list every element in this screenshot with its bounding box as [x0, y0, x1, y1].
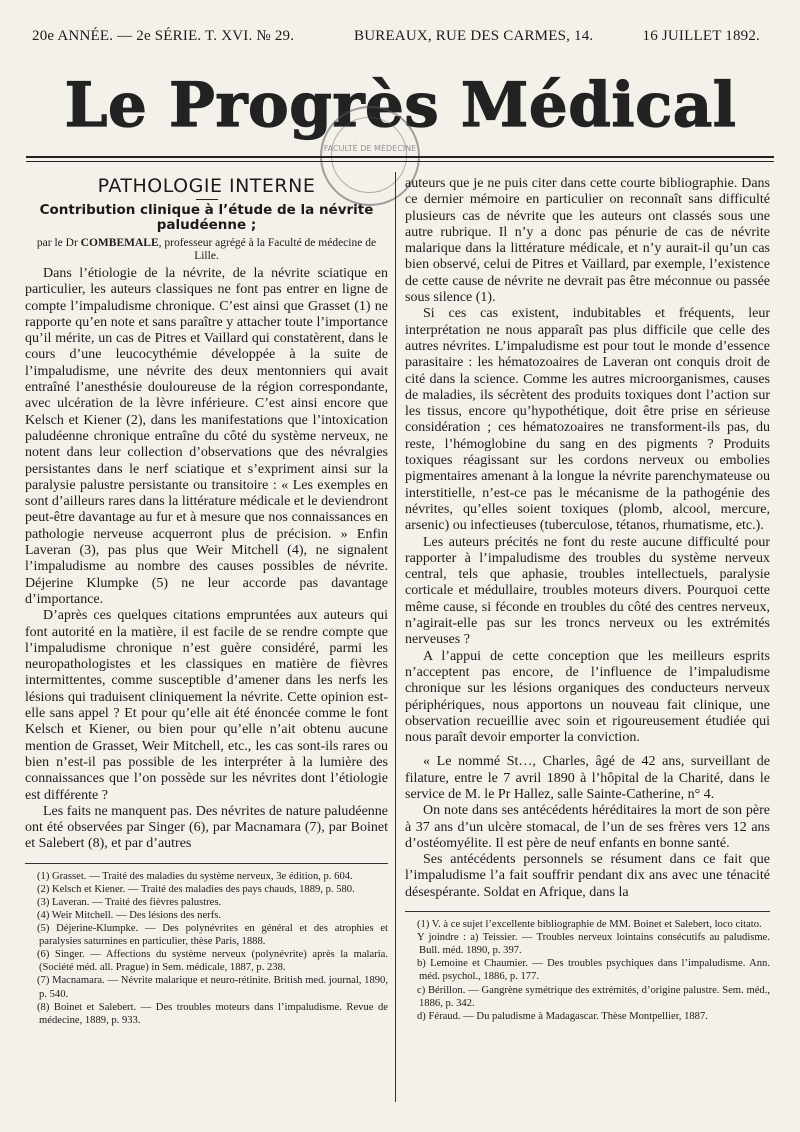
masthead-rule-top [26, 156, 774, 158]
paragraph: Dans l’étiologie de la névrite, de la névrite sciatique en particulier, les auteurs classiques ne font pas entrer en ligne de compte l’impaludisme chronique. C’est ainsi que Grasset (1) ne rapporte qu’en note et sans paraître y attacher toute l’importance qu’il mérite, un cas de Pitres et Vaillard qui constatèrent, dans le cours d’une leucocythémie développée à la suite de l’impaludisme, une névrite des deux mentonniers qui avait entraîné l’anesthésie douloureuse de la région correspondante, avec ulcération de la lèvre inférieure. C’est ainsi encore que Kelsch et Kiener (2), dans les manifestations que l’intoxication paludéenne chronique entraîne du côté du système nerveux, ne notent dans leur collection d’observations que des névralgies persistantes dans le nerf sciatique et s’expriment ainsi sur la paralysie palustre persistante ou transitoire : « Les exemples en sont d’ailleurs rares dans la littérature médicale et le deviendront peut-être davantage au fur et à mesure que nos connaissances en pathologie nerveuse acquerront plus de précision. » Enfin Laveran (3), pas plus que Weir Mitchell (4), ne signalent l’impaludisme au nombre des causes possibles de névrite. Déjerine Klumpke (5) ne leur accorde pas davantage d’importance. [25, 266, 388, 607]
section-title: PATHOLOGIE INTERNE [97, 175, 316, 197]
footnote: (1) V. à ce sujet l’excellente bibliographie de MM. Boinet et Salebert, loco citato. [417, 919, 762, 931]
paragraph: Les auteurs précités ne font du reste aucune difficulté pour rapporter à l’impaludisme des troubles du système nerveux central, tels que aphasie, troubles intellectuels, paralysie corticale et médullaire, troubles moteurs divers. Pourquoi cette même cause, si féconde en troubles du côté des centres nerveux, n’agirait-elle pas sur les troncs nerveux ou les extrémités nerveuses ? [405, 534, 770, 648]
article-title: Contribution clinique à l’étude de la névrite paludéenne ; [39, 202, 374, 233]
issue-header [32, 28, 760, 46]
office-address: BUREAUX, RUE DES CARMES, 14. [354, 28, 594, 44]
footnote: (4) Weir Mitchell. — Des lésions des nerfs. [37, 909, 222, 921]
footnote: b) Lemoine et Chaumier. — Des troubles psychiques dans l’impaludisme. Ann. méd. psychol., 1886, p. 177. [417, 958, 770, 983]
footnote-rule [405, 911, 770, 912]
left-column [25, 172, 388, 1027]
footnote: (1) Grasset. — Traité des maladies du système nerveux, 3e édition, p. 604. [37, 870, 353, 882]
byline-prefix: par le Dr [36, 237, 78, 249]
footnote-rule [25, 863, 388, 864]
byline [25, 237, 388, 262]
paragraph: Si ces cas existent, indubitables et fréquents, leur interprétation ne nous apparaît pas plus difficile que celle des autres névrites. L’impaludisme est pour tout le monde d’essence parasitaire : les hématozoaires de Laveran ont conquis droit de cité dans la science. Comme les autres microorganismes, causes de maladies, ils sécrètent des produits toxiques dont l’action sur les tissus, encore qu’hypothétique, doit être prise en sérieuse considération ; ces hématozoaires ne transforment-ils pas, du reste, l’hémoglobine du sang en des pigments ? Produits toxiques réagissant sur les cordons nerveux ou embolies pigmentaires amenant à la longue la névrite parenchymateuse ou interstitielle, n’est-ce pas le mécanisme de la pathogénie des névrites, qu’elles soient toxiques (plomb, alcool, mercure, arsenic) ou infectieuses (tuberculose, tétanos, rhumatisme, etc.). [405, 306, 770, 534]
footnote: Y joindre : a) Teissier. — Troubles nerveux lointains consécutifs au paludisme. Bull. méd. 1890, p. 397. [417, 932, 770, 957]
stamp-text: FACULTÉ DE MÉDECINE [323, 144, 417, 153]
footnote: (5) Déjerine-Klumpke. — Des polynévrites en général et des atrophies et paralysies saturnines en particulier, thèse Paris, 1888. [37, 923, 388, 948]
footnote: (8) Boinet et Salebert. — Des troubles moteurs dans l’impaludisme. Revue de médecine, 1889, p. 933. [37, 1001, 388, 1026]
paragraph: D’après ces quelques citations empruntées aux auteurs qui font autorité en la matière, il est facile de se rendre compte que l’impaludisme chronique n’est guère considéré, parmi les neuropathologistes et les classiques en matière de fièvres intermittentes, comme susceptible d’amener dans les nerfs les lésions qui traduisent cliniquement la névrite. Cette opinion est-elle sans appel ? Et pour qu’elle ait été énoncée comme le font Kelsch et Kiener, ou bien pour qu’elle n’ait obtenu aucune mention de Grasset, Weir Mitchell, etc., les cas sont-ils rares ou bien n’est-il pas possible de les interpréter à la lumière des connaissances que l’on possède sur les névrites dont l’étiologie est différente ? [25, 608, 388, 803]
footnote: d) Féraud. — Du paludisme à Madagascar. Thèse Montpellier, 1887. [417, 1010, 708, 1022]
paragraph: Ses antécédents personnels se résument dans ce fait que l’impaludisme l’a fait souffrir pendant dix ans avec une ténacité désespérante. Soldat en Afrique, dans la [405, 852, 770, 900]
paragraph: « Le nommé St…, Charles, âgé de 42 ans, surveillant de filature, entre le 7 avril 1890 à l’hôpital de la Charité, dans le service de M. le Pr Hallez, salle Sainte-Catherine, n° 4. [405, 754, 770, 802]
title-dash [196, 199, 218, 200]
right-column [405, 176, 770, 1023]
byline-suffix: , professeur agrégé à la Faculté de médecine de Lille. [158, 237, 377, 262]
issue-number: 20e ANNÉE. — 2e SÉRIE. T. XVI. № 29. [32, 28, 295, 44]
masthead-rule-bottom [26, 161, 774, 162]
paragraph: A l’appui de cette conception que les meilleurs esprits n’acceptent pas encore, de l’influence de l’impaludisme chronique sur les lésions organiques des conducteurs nerveux périphériques, nous apportons un nouveau fait clinique, une observation recueillie avec soin et rigoureusement étudiée qui nous paraît devoir emporter la conviction. [405, 648, 770, 746]
paragraph: Les faits ne manquent pas. Des névrites de nature paludéenne ont été observées par Singer (6), par Macnamara (7), par Boinet et Salebert (8), et par d’autres [25, 803, 388, 852]
footnote: c) Bérillon. — Gangrène symétrique des extrémités, d’origine palustre. Sem. méd., 1886, p. 342. [417, 984, 770, 1009]
footnote: (6) Singer. — Affections du système nerveux (polynévrite) après la malaria. (Société méd. all. Prague) in Sem. médicale, 1887, p. 238. [37, 949, 388, 974]
paragraph: auteurs que je ne puis citer dans cette courte bibliographie. Dans ce dernier mémoire en particulier on reconnaît sans difficulté plusieurs cas de névrite que les auteurs ont classés sous une autre rubrique. Il n’y a donc pas pénurie de cas de névrite malarique dans la littérature médicale, et n’y aurait-il qu’un cas bien observé, celui de Pitres et Vaillard, par exemple, l’existence de cette cause de névrite ne devrait pas être méconnue ou passée sous silence (1). [405, 176, 770, 306]
footnote: (7) Macnamara. — Névrite malarique et neuro-rétinite. British med. journal, 1890, p. 540. [37, 975, 388, 1000]
footnote: (3) Laveran. — Traité des fièvres palustres. [37, 896, 222, 908]
column-divider [395, 172, 396, 1102]
footnote: (2) Kelsch et Kiener. — Traité des maladies des pays chauds, 1889, p. 580. [37, 883, 355, 895]
issue-date: 16 JUILLET 1892. [642, 28, 760, 44]
masthead-title: Le Progrès Médical [64, 70, 737, 141]
paragraph: On note dans ses antécédents héréditaires la mort de son père à 37 ans d’un ulcère stomacal, de l’un de ses frères vers 12 ans d’ostéomyélite. Il est père de neuf enfants en bonne santé. [405, 803, 770, 851]
author-name: COMBEMALE [80, 237, 159, 249]
